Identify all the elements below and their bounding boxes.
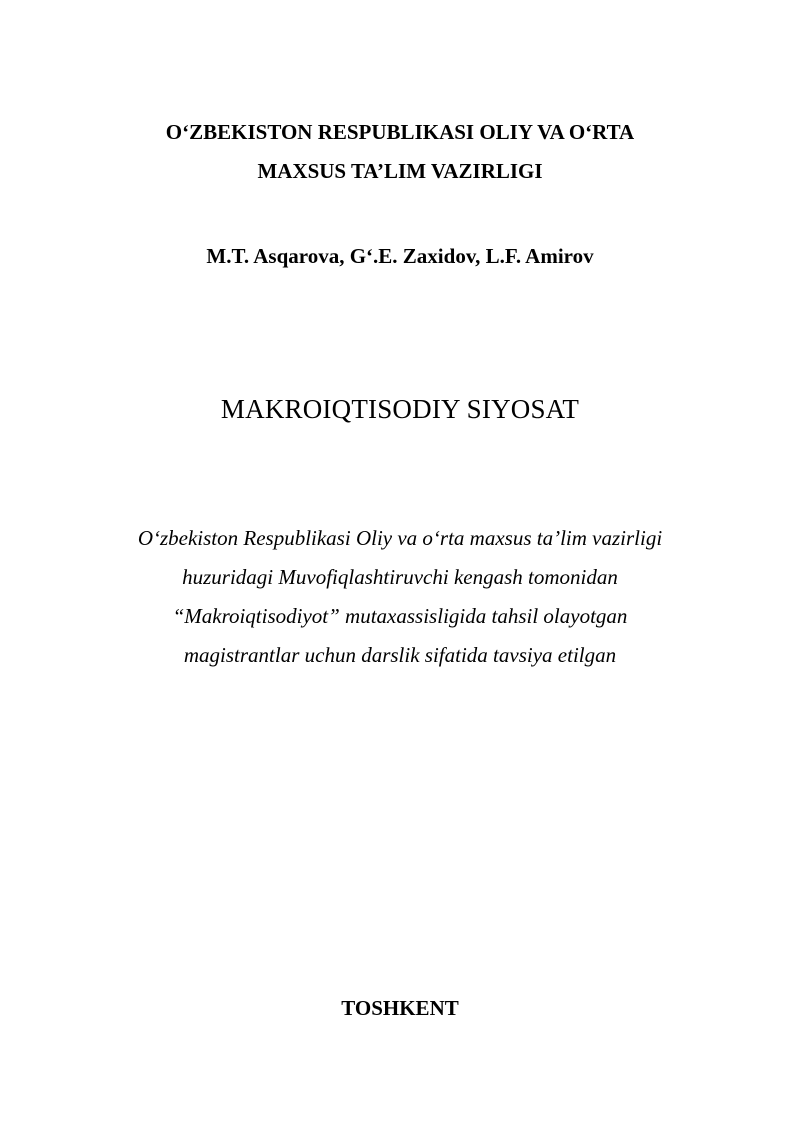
approval-note-line-1: O‘zbekiston Respublikasi Oliy va o‘rta maxsus ta’lim vazirligi xyxy=(137,526,663,550)
approval-note xyxy=(0,519,800,675)
authors: M.T. Asqarova, G‘.E. Zaxidov, L.F. Amirov xyxy=(206,244,594,268)
ministry-heading-line-1: O‘ZBEKISTON RESPUBLIKASI OLIY VA O‘RTA xyxy=(165,120,635,144)
ministry-heading xyxy=(0,113,800,191)
approval-note-line-3: “Makroiqtisodiyot” mutaxassisligida tahsil olayotgan xyxy=(172,604,628,628)
ministry-heading-line-2: MAXSUS TA’LIM VAZIRLIGI xyxy=(257,159,543,183)
publication-city: TOSHKENT xyxy=(341,996,459,1020)
approval-note-line-2: huzuridagi Muvofiqlashtiruvchi kengash tomonidan xyxy=(182,565,618,589)
approval-note-line-4: magistrantlar uchun darslik sifatida tavsiya etilgan xyxy=(183,643,617,667)
book-title: MAKROIQTISODIY SIYOSAT xyxy=(220,394,580,424)
